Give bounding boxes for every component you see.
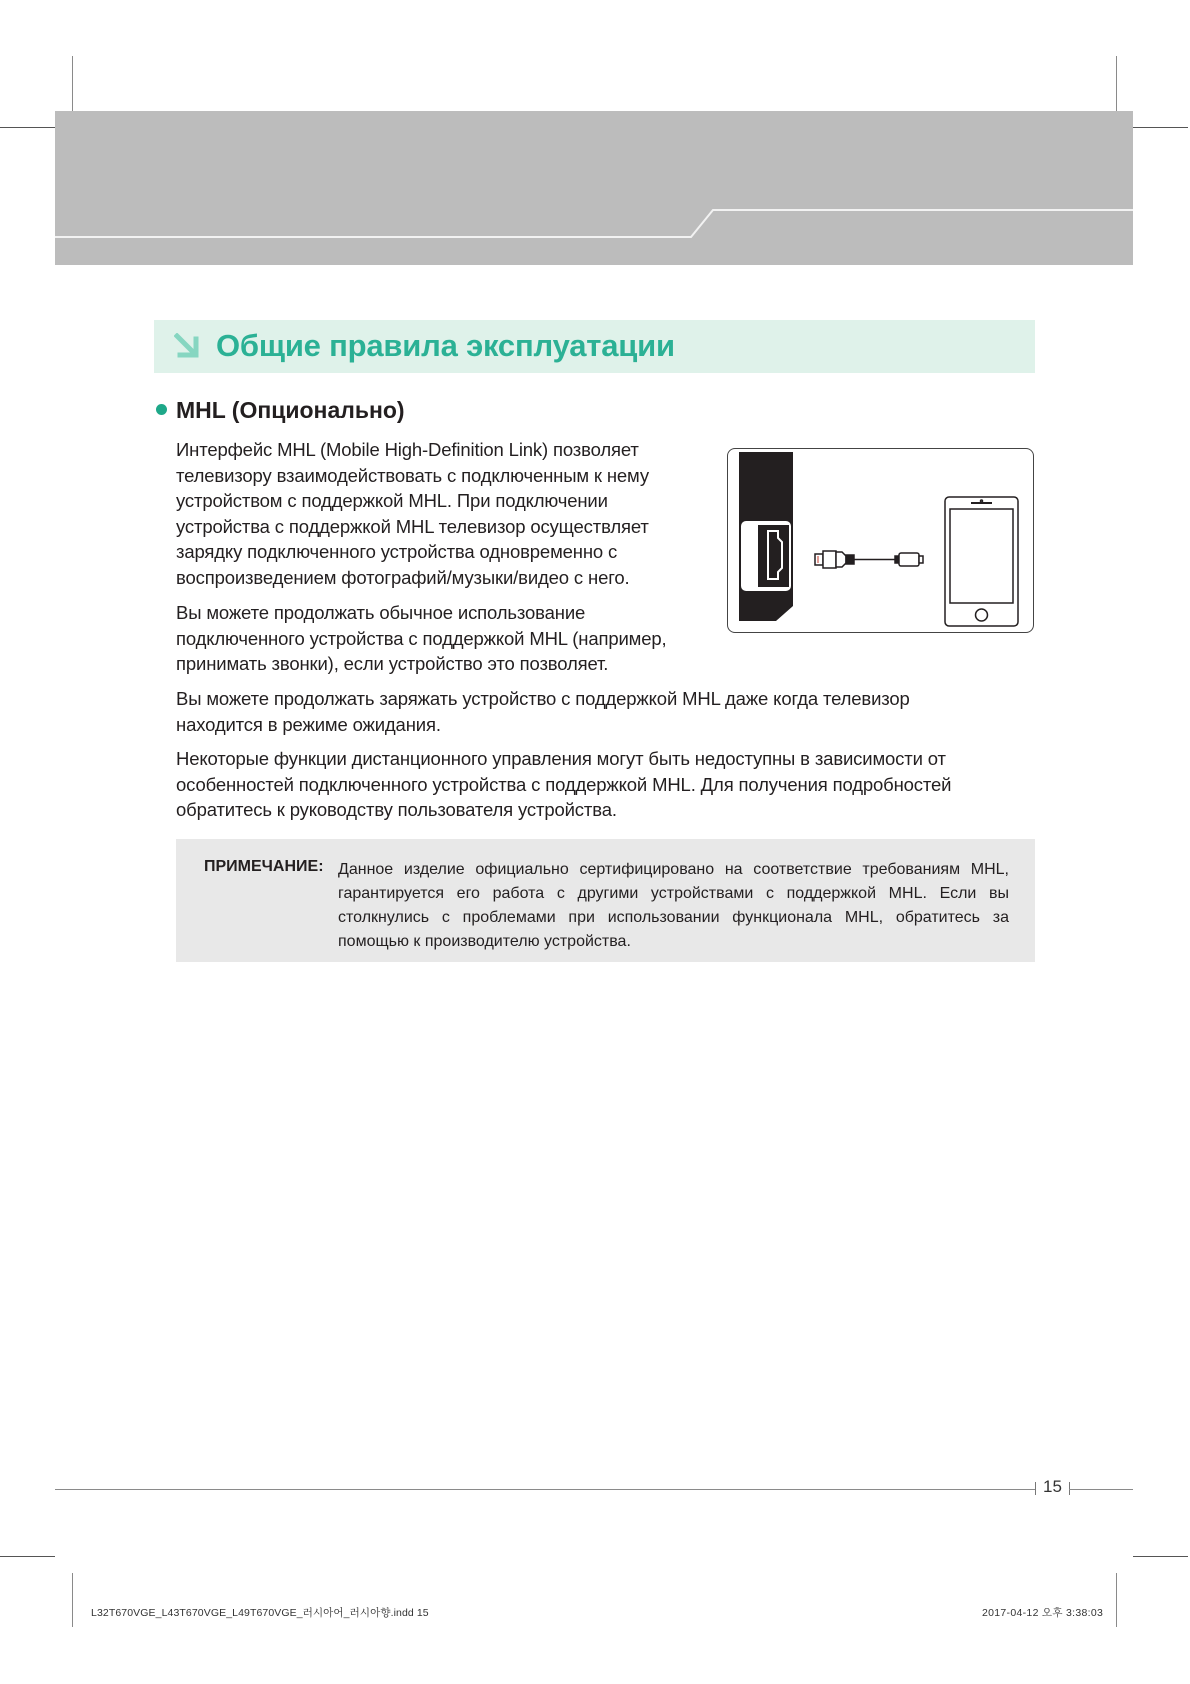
header-decorative-line: [55, 111, 1133, 265]
smartphone-icon: [945, 497, 1018, 626]
print-slug-timestamp: 2017-04-12 오후 3:38:03: [982, 1607, 1104, 1619]
text-line: подключенного устройства с поддержкой MHL (например,: [176, 627, 667, 649]
text-line: особенностей подключенного устройства с поддержкой MHL. Для получения подробностей: [176, 773, 952, 795]
arrow-down-right-icon: [174, 333, 200, 359]
footer-rule-left: [55, 1489, 1035, 1490]
paragraph-mhl-intro: [176, 437, 649, 591]
text-line: зарядку подключенного устройства одновременно с: [176, 541, 618, 563]
text-line: устройства с поддержкой MHL телевизор осуществляет: [176, 515, 649, 537]
crop-mark-top-right-horizontal: [1133, 127, 1188, 128]
note-box: [176, 839, 1035, 962]
section-title-bar: [154, 320, 1035, 373]
text-line: принимать звонки), если устройство это позволяет.: [176, 653, 609, 675]
crop-mark-bottom-left-horizontal: [0, 1556, 55, 1557]
text-line: Некоторые функции дистанционного управления могут быть недоступны в зависимости от: [176, 748, 946, 769]
text-line: Вы можете продолжать заряжать устройство с поддержкой MHL даже когда телевизор: [176, 688, 910, 709]
page-number-tick-left: [1035, 1482, 1036, 1495]
text-line: Интерфейс MHL (Mobile High-Definition Link) позволяет: [176, 439, 639, 460]
text-line: находится в режиме ожидания.: [176, 713, 441, 735]
footer-rule-right: [1069, 1489, 1133, 1490]
crop-mark-bottom-left-vertical: [72, 1573, 73, 1627]
crop-mark-top-left-vertical: [72, 56, 73, 111]
subsection-heading-text: MHL (Опционально): [176, 397, 405, 423]
crop-mark-top-left-horizontal: [0, 127, 55, 128]
text-line: Вы можете продолжать обычное использование: [176, 602, 586, 623]
text-line: воспроизведением фотографий/музыки/видео с него.: [176, 566, 630, 588]
crop-mark-bottom-right-horizontal: [1133, 1556, 1188, 1557]
paragraph-remote-functions: [176, 746, 951, 823]
text-line: обратитесь к руководству пользователя устройства.: [176, 799, 617, 821]
paragraph-normal-use: [176, 600, 666, 677]
print-slug-filename: L32T670VGE_L43T670VGE_L49T670VGE_러시아어_러시아향.indd 15: [91, 1607, 429, 1619]
crop-mark-bottom-right-vertical: [1116, 1573, 1117, 1627]
note-label: ПРИМЕЧАНИЕ:: [204, 858, 324, 875]
section-title: Общие правила эксплуатации: [216, 328, 675, 363]
mhl-connection-illustration: [727, 448, 1034, 633]
crop-mark-top-right-vertical: [1116, 56, 1117, 111]
subsection-heading: [156, 397, 405, 424]
text-line: телевизору взаимодействовать с подключенным к нему: [176, 464, 649, 486]
mhl-cable-icon: [815, 551, 923, 568]
tv-hdmi-port-icon: [739, 452, 793, 621]
paragraph-standby-charging: [176, 686, 910, 737]
page-number: 15: [1043, 1477, 1062, 1496]
bullet-dot-icon: [156, 404, 167, 415]
page-header-band: [55, 111, 1133, 265]
text-line: устройством с поддержкой MHL. При подключении: [176, 490, 608, 512]
note-text: Данное изделие официально сертифицировано на соответствие требованиям MHL, гарантируется его работа с другими устройствами с поддержкой MHL. Если вы столкнулись с проблемами при использовании функционала MHL, обратитесь за помощью к производителю устройства.: [338, 861, 1009, 950]
